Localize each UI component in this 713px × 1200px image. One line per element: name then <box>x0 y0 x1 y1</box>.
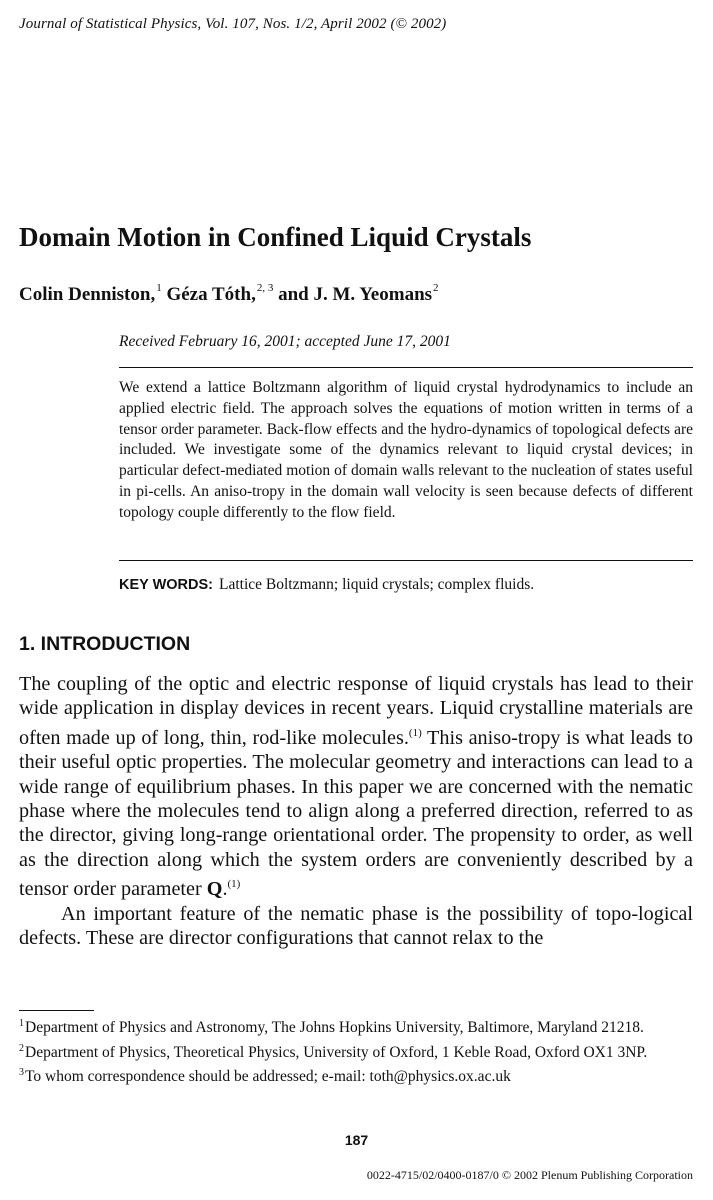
paragraph <box>19 672 693 902</box>
keywords <box>119 576 534 594</box>
footnote-number: 2 <box>19 1042 24 1054</box>
footnote-text: To whom correspondence should be addressed; e-mail: toth@physics.ox.ac.uk <box>25 1068 511 1086</box>
citation-ref: (1) <box>408 726 422 739</box>
footnote <box>19 1039 693 1064</box>
author-name: and J. M. Yeomans <box>278 284 433 305</box>
abstract-text: We extend a lattice Boltzmann algorithm of liquid crystal hydrodynamics to include an applied electric field. The approach solves the equations of motion written in terms of a tensor order parameter. Back-flow effects and the hydro-dynamics of topological defects are included. We investigate some of the dynamics relevant to liquid crystal devices; in particular defect-mediated motion of domain walls relevant to the nucleation of states useful in pi-cells. An aniso-tropy in the domain wall velocity is seen because defects of different topology couple differently to the flow field. <box>119 379 693 521</box>
footnote-rule <box>19 1010 94 1011</box>
tensor-symbol: Q <box>206 878 223 901</box>
journal-citation: Journal of Statistical Physics, Vol. 107, Nos. 1/2, April 2002 (© 2002) <box>19 16 447 32</box>
footnote <box>19 1014 693 1039</box>
author-affiliation-marker: 2, 3 <box>256 282 274 294</box>
received-dates: Received February 16, 2001; accepted June 17, 2001 <box>119 333 451 350</box>
paragraph: An important feature of the nematic phase is the possibility of topo-logical defects. These are director configurations that cannot relax to the <box>19 902 693 950</box>
paragraph-text: This aniso-tropy is what leads to their useful optic properties. The molecular geometry and interactions can lead to a wide range of equilibrium phases. In this paper we are concerned with the nematic phase where the molecules tend to align along a preferred direction, referred to as the director, giving long-range orientational order. The propensity to order, as well as the direction along which the system orders are conveniently described by a tensor order parameter <box>19 726 693 901</box>
author-list <box>19 282 439 306</box>
page-number: 187 <box>344 1132 369 1148</box>
footnote <box>19 1063 693 1088</box>
section-heading: 1. INTRODUCTION <box>19 633 191 655</box>
body-text <box>19 672 693 950</box>
citation-ref: (1) <box>227 878 241 891</box>
author-affiliation-marker: 1 <box>156 282 162 294</box>
paragraph-text: The coupling of the optic and electric response of liquid crystals has lead to their wide application in display devices in recent years. Liquid crystalline materials are often made up of long, thin, rod-like molecules. <box>19 673 693 749</box>
author-name: Colin Denniston, <box>19 284 156 305</box>
keywords-label: KEY WORDS: <box>119 577 213 593</box>
footnote-text: Department of Physics and Astronomy, The Johns Hopkins University, Baltimore, Maryland 21218. <box>25 1019 644 1036</box>
footnote-number: 3 <box>19 1067 24 1079</box>
footnotes <box>19 1014 693 1088</box>
paper-title: Domain Motion in Confined Liquid Crystals <box>19 222 532 252</box>
footnote-number: 1 <box>19 1018 24 1029</box>
author-name: Géza Tóth, <box>166 284 256 305</box>
copyright-line: 0022-4715/02/0400-0187/0 © 2002 Plenum Publishing Corporation <box>366 1168 693 1182</box>
keywords-text: Lattice Boltzmann; liquid crystals; complex fluids. <box>219 576 535 593</box>
author-affiliation-marker: 2 <box>433 282 439 294</box>
paragraph-text: . <box>222 878 228 901</box>
footnote-text: Department of Physics, Theoretical Physics, University of Oxford, 1 Keble Road, Oxford OX1 3NP. <box>25 1043 648 1061</box>
abstract-bottom-rule <box>119 560 693 561</box>
abstract-top-rule <box>119 367 693 368</box>
